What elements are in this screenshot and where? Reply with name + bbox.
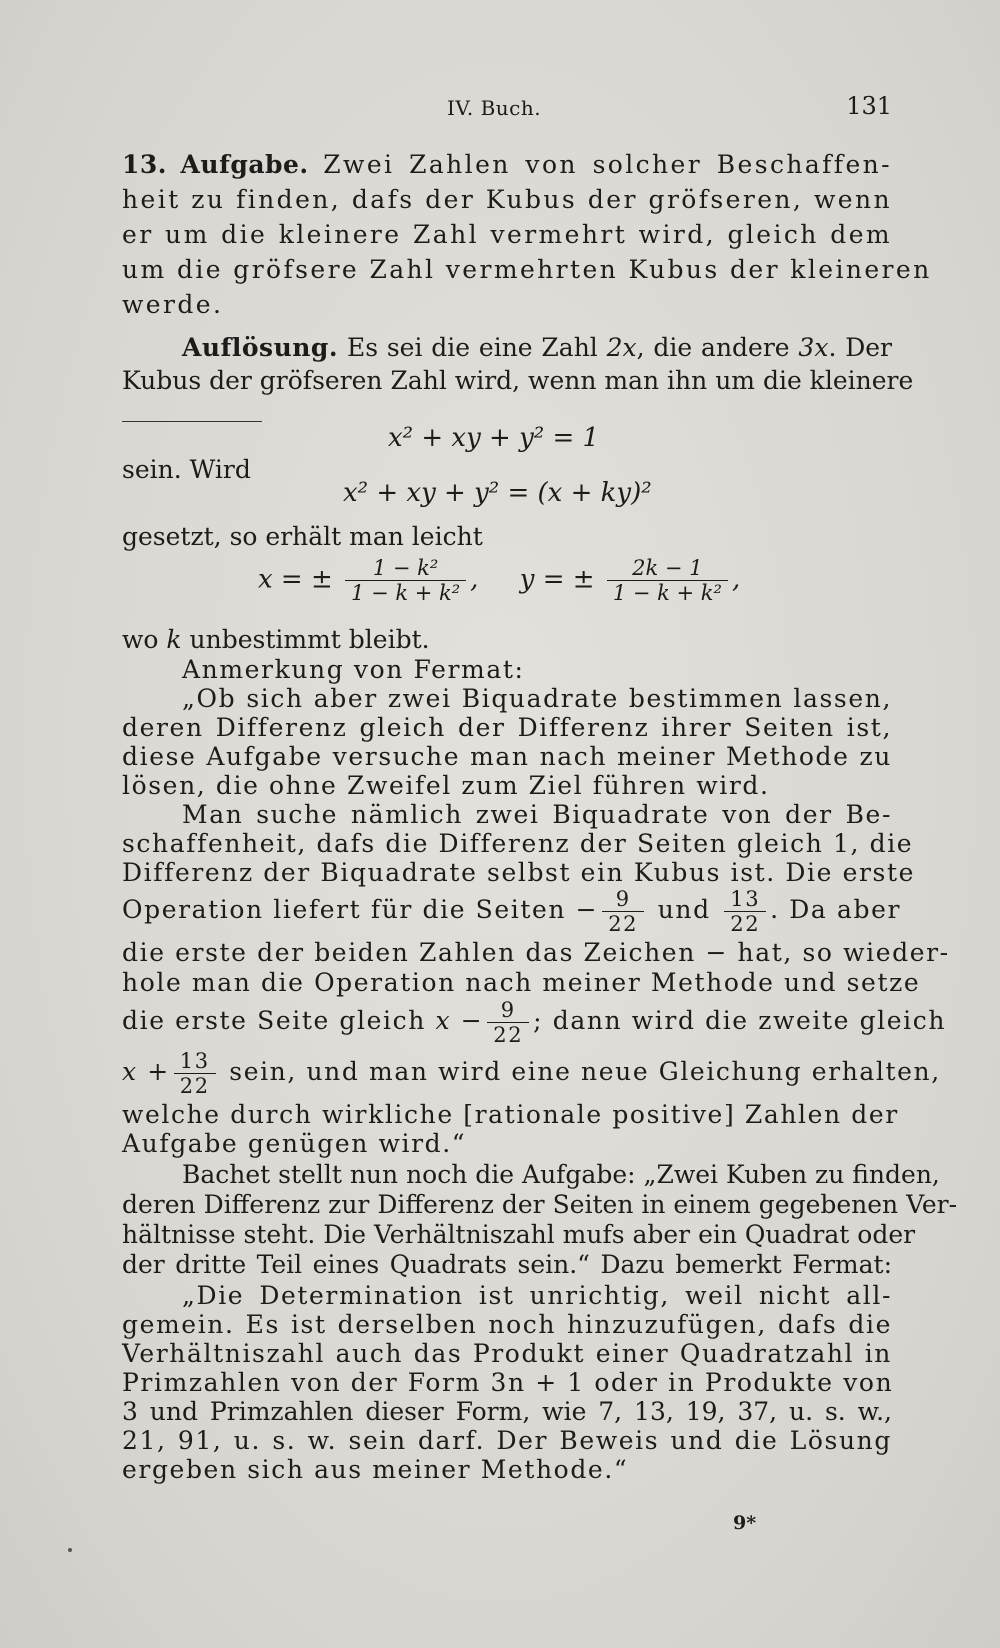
wo-k-text — [122, 625, 892, 655]
fraction-13-22-a — [724, 887, 766, 936]
quote2-line-5: 3 und Primzahlen dieser Form, wie 7, 13, 19, 37, u. s. w., — [122, 1397, 892, 1426]
fraction-13-22-a-den: 22 — [730, 912, 761, 936]
solution-line-1 — [122, 333, 892, 363]
quote1-line-4: lösen, die ohne Zweifel zum Ziel führen wird. — [122, 771, 770, 800]
solution-text-c: , die andere — [636, 333, 790, 362]
quote1-line-3: diese Aufgabe versuche man nach meiner Methode zu — [122, 742, 892, 771]
page-number: 131 — [846, 92, 892, 120]
para2-line-8 — [122, 1049, 941, 1098]
task-line-1 — [122, 150, 892, 180]
fraction-y-numerator: 2k − 1 — [607, 556, 728, 581]
para2-text-7a: die erste Seite gleich — [122, 1006, 426, 1035]
x-plus: x + — [122, 1057, 170, 1086]
fraction-x-numerator: 1 − k² — [345, 556, 466, 581]
unbestimmt-text: unbestimmt bleibt. — [189, 625, 430, 654]
solution-text-e: . Der — [828, 333, 892, 362]
solution-text-a: Es sei die eine Zahl — [346, 333, 598, 362]
running-title: IV. Buch. — [447, 96, 542, 120]
quote2-line-6: 21, 91, u. s. w. sein darf. Der Beweis und die Lösung — [122, 1426, 892, 1455]
solution-line-2: Kubus der gröfseren Zahl wird, wenn man ihn um die kleinere — [122, 366, 914, 395]
excision-rule — [122, 421, 262, 422]
bachet-line-1: Bachet stellt nun noch die Aufgabe: „Zwei Kuben zu finden, — [182, 1160, 940, 1189]
fraction-y-denominator: 1 − k + k² — [612, 581, 722, 605]
para2-line-7 — [122, 998, 947, 1047]
quote1-line-1: „Ob sich aber zwei Biquadrate bestimmen lassen, — [182, 684, 892, 713]
fraction-9-22-a-num: 9 — [602, 887, 644, 912]
para2-line-6: hole man die Operation nach meiner Methode und setze — [122, 968, 921, 997]
wo-text: wo — [122, 625, 159, 654]
quote2-line-7: ergeben sich aus meiner Methode.“ — [122, 1455, 629, 1484]
equation-2-lhs: x² + xy + y² — [343, 478, 500, 508]
und-text: und — [657, 895, 711, 924]
task-text-1: Zwei Zahlen von solcher Beschaffen- — [323, 150, 892, 179]
fraction-x — [345, 556, 466, 605]
bachet-line-3: hältnisse steht. Die Verhältniszahl mufs aber ein Quadrat oder — [122, 1220, 916, 1249]
fraction-9-22-a-den: 22 — [608, 912, 639, 936]
fraction-13-22-b-num: 13 — [174, 1049, 216, 1074]
para2-line-9: welche durch wirkliche [rationale positive] Zahlen der — [122, 1100, 899, 1129]
solution-var-3x: 3x — [798, 333, 829, 362]
fraction-13-22-b — [174, 1049, 216, 1098]
fraction-9-22-b — [487, 998, 529, 1047]
para2-line-4 — [122, 887, 902, 936]
para2-text-8b: sein, und man wird eine neue Gleichung erhalten, — [229, 1057, 941, 1086]
fraction-9-22-b-num: 9 — [487, 998, 529, 1023]
equation-1: x² + xy + y² = 1 — [388, 423, 600, 453]
task-line-5: werde. — [122, 290, 224, 319]
para2-text-4a: Operation liefert für die Seiten − — [122, 895, 599, 924]
k-var: k — [166, 625, 182, 654]
fraction-13-22-b-den: 22 — [179, 1074, 210, 1098]
para2-line-5: die erste der beiden Zahlen das Zeichen − hat, so wieder- — [122, 938, 950, 967]
page-header — [122, 92, 892, 124]
fraction-9-22-a — [602, 887, 644, 936]
gesetzt-text: gesetzt, so erhält man leicht — [122, 522, 483, 551]
equation-3-y-lhs: y = ± — [519, 564, 595, 595]
para2-text-7b: ; dann wird die zweite gleich — [533, 1006, 947, 1035]
task-line-2: heit zu finden, dafs der Kubus der gröfseren, wenn — [122, 185, 892, 214]
sein-wird-text: sein. Wird — [122, 455, 251, 484]
quote2-line-4: Primzahlen von der Form 3n + 1 oder in Produkte von — [122, 1368, 894, 1397]
equation-3-end: , — [731, 564, 741, 595]
equation-3 — [258, 556, 740, 605]
quote2-line-2: gemein. Es ist derselben noch hinzuzufügen, dafs die — [122, 1310, 892, 1339]
para2-text-4c: . Da aber — [770, 895, 902, 924]
fraction-9-22-b-den: 22 — [493, 1023, 524, 1047]
task-label: 13. Aufgabe. — [122, 150, 309, 179]
equation-2-rhs: = (x + ky)² — [507, 478, 652, 508]
fraction-y — [607, 556, 728, 605]
fraction-13-22-a-num: 13 — [724, 887, 766, 912]
solution-var-2x: 2x — [606, 333, 637, 362]
solution-label: Auflösung. — [182, 333, 339, 362]
quote2-line-3: Verhältniszahl auch das Produkt einer Quadratzahl in — [122, 1339, 892, 1368]
anmerkung-text: Anmerkung von Fermat: — [182, 655, 525, 684]
paper-speck — [68, 1548, 72, 1552]
para2-line-1: Man suche nämlich zwei Biquadrate von der Be- — [182, 800, 892, 829]
para2-line-3: Differenz der Biquadrate selbst ein Kubus ist. Die erste — [122, 858, 915, 887]
equation-3-x-lhs: x = ± — [258, 564, 333, 595]
quote2-line-1: „Die Determination ist unrichtig, weil nicht all- — [182, 1281, 892, 1310]
bachet-line-4: der dritte Teil eines Quadrats sein.“ Dazu bemerkt Fermat: — [122, 1250, 892, 1279]
quote1-line-2: deren Differenz gleich der Differenz ihrer Seiten ist, — [122, 713, 892, 742]
para2-line-10: Aufgabe genügen wird.“ — [122, 1129, 467, 1158]
bachet-line-2: deren Differenz zur Differenz der Seiten in einem gegebenen Ver- — [122, 1190, 958, 1219]
equation-3-comma: , — [470, 564, 479, 595]
signature-mark: 9* — [733, 1512, 757, 1534]
task-line-4: um die gröfsere Zahl vermehrten Kubus der kleineren — [122, 255, 932, 284]
para2-line-2: schaffenheit, dafs die Differenz der Seiten gleich 1, die — [122, 829, 914, 858]
task-line-3: er um die kleinere Zahl vermehrt wird, gleich dem — [122, 220, 892, 249]
x-minus: x − — [435, 1006, 484, 1035]
fraction-x-denominator: 1 − k + k² — [351, 581, 461, 605]
equation-2 — [343, 478, 652, 508]
